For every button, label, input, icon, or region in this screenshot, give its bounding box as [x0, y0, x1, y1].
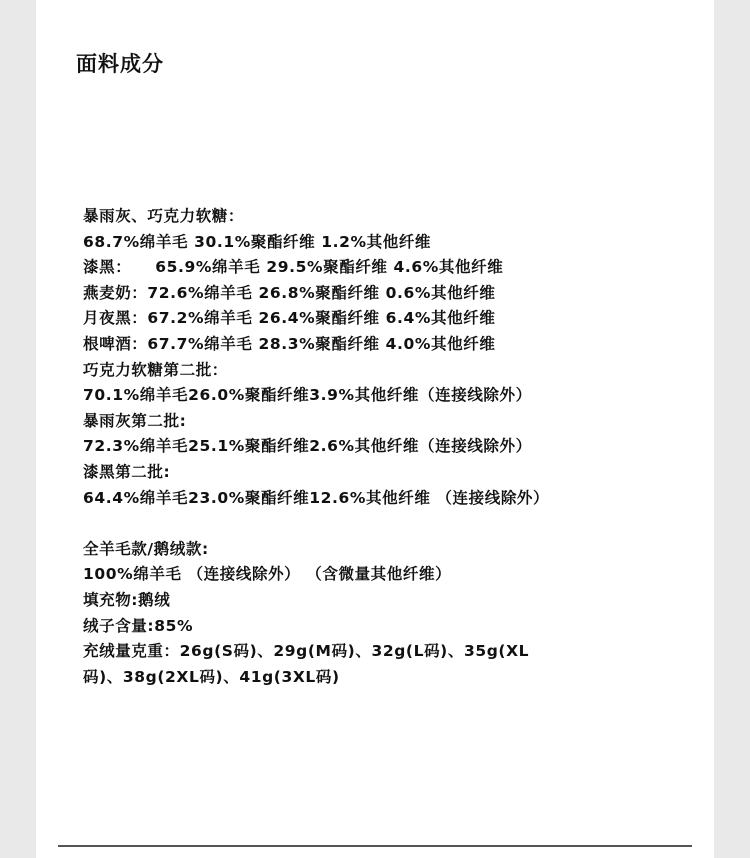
- page-sheet: [36, 0, 714, 858]
- composition-line: 64.4%绵羊毛23.0%聚酯纤维12.6%其他纤维 （连接线除外）: [83, 488, 550, 507]
- composition-line: 100%绵羊毛 （连接线除外） （含微量其他纤维）: [83, 565, 452, 584]
- composition-line: 月夜黑：67.2%绵羊毛 26.4%聚酯纤维 6.4%其他纤维: [83, 309, 496, 328]
- composition-line: 漆黑： 65.9%绵羊毛 29.5%聚酯纤维 4.6%其他纤维: [83, 258, 504, 277]
- section-heading: 面料成分: [76, 52, 164, 76]
- color-group-label: 暴雨灰、巧克力软糖：: [83, 207, 245, 225]
- color-group-label: 暴雨灰第二批:: [83, 411, 187, 430]
- composition-line: 燕麦奶：72.6%绵羊毛 26.8%聚酯纤维 0.6%其他纤维: [83, 283, 496, 302]
- fill-weight-line: 充绒量克重：26g(S码)、29g(M码)、32g(L码)、35g(XL: [83, 642, 530, 661]
- composition-line: 68.7%绵羊毛 30.1%聚酯纤维 1.2%其他纤维: [83, 232, 432, 251]
- wool-group-label: 全羊毛款/鹅绒款:: [83, 539, 209, 558]
- down-content-line: 绒子含量:85%: [83, 616, 194, 635]
- section-spacer: [83, 511, 703, 537]
- filling-line: 填充物:鹅绒: [83, 590, 171, 609]
- color-group-label: 巧克力软糖第二批：: [83, 360, 228, 379]
- composition-line: 70.1%绵羊毛26.0%聚酯纤维3.9%其他纤维（连接线除外）: [83, 386, 532, 405]
- color-group-label: 漆黑第二批:: [83, 462, 171, 481]
- composition-content: [83, 204, 703, 690]
- fill-weight-line-continued: 码)、38g(2XL码)、41g(3XL码): [83, 667, 340, 686]
- composition-line: 72.3%绵羊毛25.1%聚酯纤维2.6%其他纤维（连接线除外）: [83, 437, 532, 456]
- composition-line: 根啤酒：67.7%绵羊毛 28.3%聚酯纤维 4.0%其他纤维: [83, 334, 496, 353]
- bottom-divider: [58, 845, 692, 847]
